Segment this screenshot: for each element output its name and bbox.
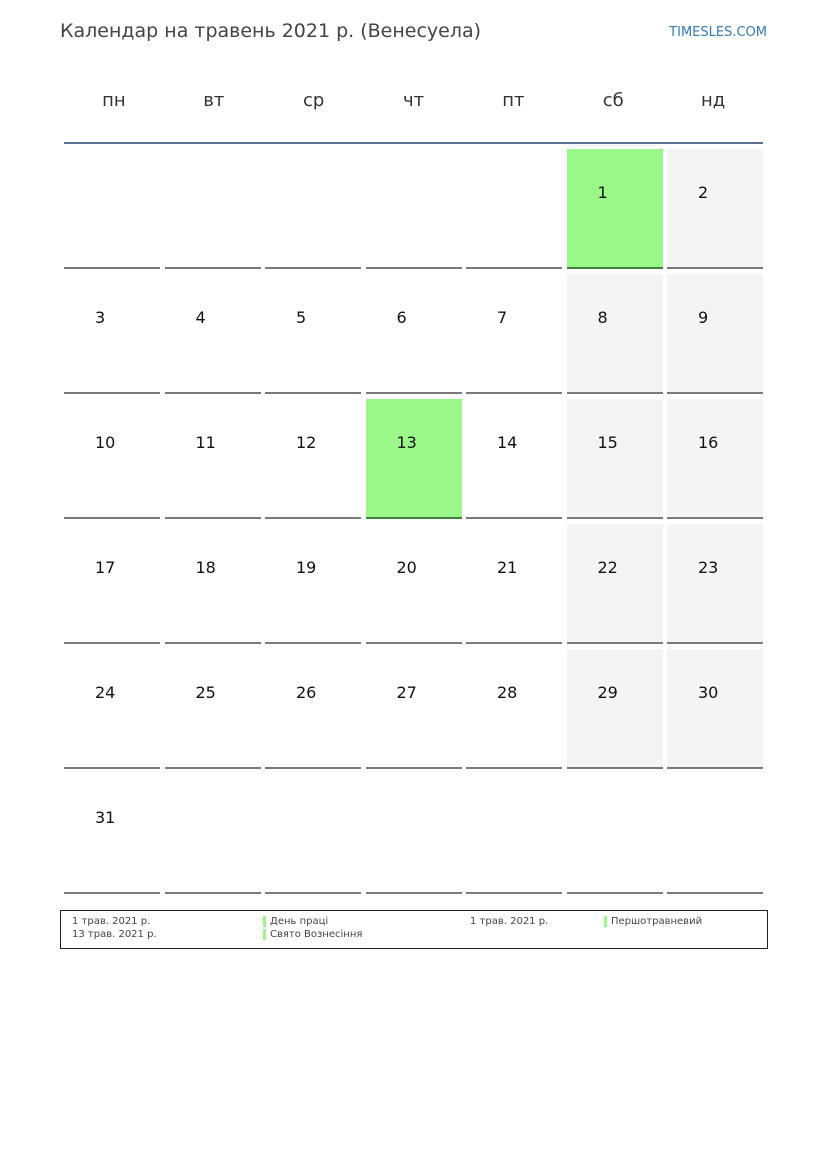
day-number: 21 [497, 558, 518, 577]
day-number: 9 [698, 308, 709, 327]
day-number: 6 [396, 308, 407, 327]
day-number: 20 [396, 558, 417, 577]
empty-day-cell [265, 774, 361, 894]
empty-day-cell [466, 149, 562, 269]
empty-day-cell [567, 774, 663, 894]
weekday-label: чт [402, 90, 425, 111]
day-cell [466, 399, 562, 519]
day-number: 19 [296, 558, 317, 577]
day-cell [265, 649, 361, 769]
day-number: 14 [497, 433, 518, 452]
day-number: 26 [296, 683, 317, 702]
weekday-header-row [64, 90, 763, 111]
day-cell [567, 274, 663, 394]
day-cell [366, 524, 462, 644]
day-number: 16 [698, 433, 719, 452]
empty-day-cell [165, 149, 261, 269]
empty-day-cell [366, 774, 462, 894]
empty-day-cell [165, 774, 261, 894]
legend-row [61, 929, 767, 942]
day-cell [64, 774, 160, 894]
day-number: 1 [597, 183, 608, 202]
day-number: 2 [698, 183, 709, 202]
day-cell [667, 399, 763, 519]
day-number: 8 [597, 308, 608, 327]
day-number: 7 [497, 308, 508, 327]
empty-day-cell [265, 149, 361, 269]
legend-date: 1 трав. 2021 р. [72, 916, 151, 927]
day-cell [265, 399, 361, 519]
day-cell [64, 399, 160, 519]
day-cell [165, 274, 261, 394]
day-number: 11 [195, 433, 216, 452]
day-cell [667, 649, 763, 769]
legend-holiday-name: Свято Вознесіння [263, 929, 362, 940]
weekday-label: вт [203, 90, 225, 111]
day-cell [366, 649, 462, 769]
day-cell [64, 524, 160, 644]
day-number: 24 [95, 683, 116, 702]
day-number: 13 [396, 433, 417, 452]
day-cell [366, 399, 462, 519]
site-link[interactable]: TIMESLES.COM [669, 25, 767, 40]
day-number: 30 [698, 683, 719, 702]
empty-day-cell [366, 149, 462, 269]
calendar-grid [64, 144, 763, 894]
day-number: 25 [195, 683, 216, 702]
day-cell [667, 274, 763, 394]
day-cell [466, 274, 562, 394]
day-cell [567, 149, 663, 269]
day-cell [667, 149, 763, 269]
day-cell [366, 274, 462, 394]
day-cell [667, 524, 763, 644]
day-cell [265, 524, 361, 644]
legend-date: 13 трав. 2021 р. [72, 929, 157, 940]
day-number: 4 [195, 308, 206, 327]
empty-day-cell [64, 149, 160, 269]
weekday-label: сб [602, 90, 624, 111]
holiday-legend [60, 910, 768, 949]
weekday-label: нд [700, 90, 726, 111]
empty-day-cell [667, 774, 763, 894]
day-number: 29 [597, 683, 618, 702]
day-number: 23 [698, 558, 719, 577]
day-number: 3 [95, 308, 106, 327]
day-cell [567, 524, 663, 644]
day-number: 15 [597, 433, 618, 452]
day-cell [64, 274, 160, 394]
day-cell [165, 524, 261, 644]
day-number: 31 [95, 808, 116, 827]
day-cell [64, 649, 160, 769]
day-number: 28 [497, 683, 518, 702]
day-cell [567, 649, 663, 769]
day-cell [165, 649, 261, 769]
day-number: 17 [95, 558, 116, 577]
day-cell [466, 524, 562, 644]
day-cell [466, 649, 562, 769]
day-number: 22 [597, 558, 618, 577]
day-cell [165, 399, 261, 519]
day-number: 10 [95, 433, 116, 452]
legend-row [61, 916, 767, 929]
day-cell [567, 399, 663, 519]
weekday-label: пт [502, 90, 525, 111]
day-number: 27 [396, 683, 417, 702]
legend-date: 1 трав. 2021 р. [470, 916, 549, 927]
weekday-label: ср [302, 90, 325, 111]
legend-holiday-name: День праці [263, 916, 328, 927]
day-number: 5 [296, 308, 307, 327]
day-number: 12 [296, 433, 317, 452]
legend-holiday-name: Першотравневий [604, 916, 702, 927]
day-number: 18 [195, 558, 216, 577]
weekday-label: пн [102, 90, 126, 111]
empty-day-cell [466, 774, 562, 894]
page-title: Календар на травень 2021 р. (Венесуела) [60, 20, 482, 42]
day-cell [265, 274, 361, 394]
